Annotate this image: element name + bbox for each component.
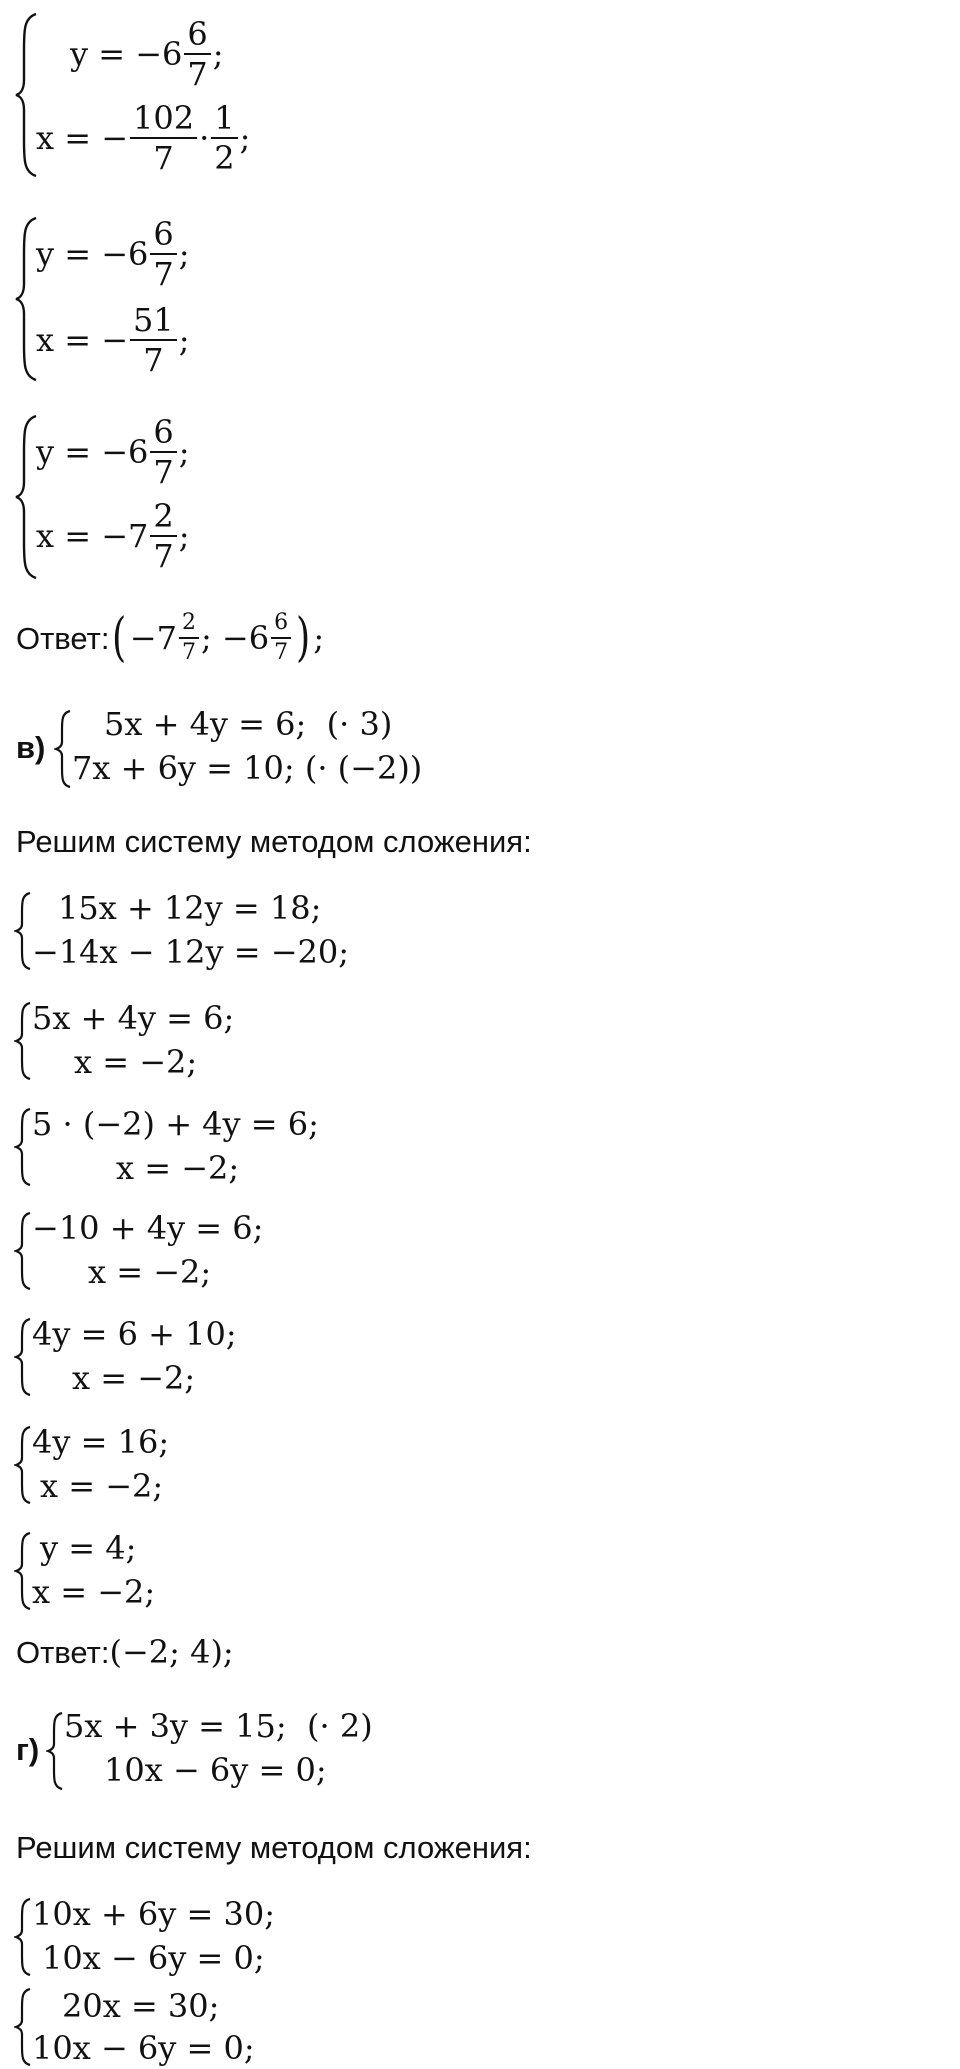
equation-line: y = −6 $\frac{6}{7}$ ;: [70, 15, 224, 93]
fraction: $\frac{1}{2}$: [211, 102, 237, 174]
equation-line: 20x = 30;: [62, 1987, 220, 2025]
equation-line: x = −2;: [40, 1467, 164, 1505]
equation-line: x = −2;: [116, 1149, 240, 1187]
equation-line: x = − $\frac{102}{7}$ · $\frac{1}{2}$ ;: [36, 99, 251, 177]
equation-line: 4y = 16;: [32, 1423, 170, 1461]
equation-line: x = −7 $\frac{2}{7}$ ;: [36, 497, 190, 575]
instruction-text: Решим систему методом сложения:: [16, 824, 532, 859]
equation-line: y = −6 $\frac{6}{7}$ ;: [36, 413, 190, 491]
equation-line: 5x + 3y = 15; (· 2): [64, 1707, 373, 1745]
system-brace: [14, 1986, 32, 2068]
equation-line: x = −2;: [32, 1573, 156, 1611]
part-label: г): [16, 1732, 40, 1767]
system-brace: [14, 1210, 32, 1292]
fraction: $\frac{2}{7}$: [179, 612, 199, 664]
answer-value: (−2; 4);: [109, 1633, 234, 1671]
instruction-text: Решим систему методом сложения:: [16, 1830, 532, 1865]
system-brace: [14, 1896, 32, 1978]
system-brace: [14, 890, 32, 972]
equation-line: 10x + 6y = 30;: [32, 1895, 276, 1933]
answer-label: Ответ:: [16, 1634, 110, 1670]
equation-line: −10 + 4y = 6;: [32, 1209, 264, 1247]
fraction: $\frac{6}{7}$: [184, 18, 210, 90]
fraction: $\frac{2}{7}$: [150, 500, 176, 572]
system-brace: [14, 1316, 32, 1398]
fraction: $\frac{6}{7}$: [271, 612, 291, 664]
part-label: в): [16, 730, 46, 765]
equation-line: −14x − 12y = −20;: [32, 933, 349, 971]
answer-line: [16, 1633, 234, 1671]
equation-line: x = −2;: [72, 1359, 196, 1397]
equation-line: 7x + 6y = 10; (· (−2)): [72, 749, 423, 787]
equation-line: 10x − 6y = 0;: [32, 2029, 255, 2067]
fraction: $\frac{6}{7}$: [150, 218, 176, 290]
equation-line: 15x + 12y = 18;: [58, 889, 322, 927]
equation-line: 5 · (−2) + 4y = 6;: [32, 1105, 319, 1143]
equation-line: 5x + 4y = 6;: [32, 999, 235, 1037]
equation-line: x = − $\frac{51}{7}$ ;: [36, 301, 190, 379]
system-brace: [14, 1106, 32, 1188]
fraction: $\frac{51}{7}$: [130, 304, 177, 376]
equation-line: 10x − 6y = 0;: [42, 1939, 265, 1977]
equation-line: x = −2;: [74, 1043, 198, 1081]
system-brace: [46, 1710, 64, 1792]
system-brace: [14, 1530, 32, 1612]
equation-line: y = 4;: [40, 1529, 137, 1567]
system-brace: [54, 708, 72, 790]
fraction: $\frac{6}{7}$: [150, 416, 176, 488]
equation-line: 5x + 4y = 6; (· 3): [104, 705, 393, 743]
answer-label: Ответ:: [16, 620, 110, 656]
fraction: $\frac{102}{7}$: [130, 102, 197, 174]
system-brace: [14, 1000, 32, 1082]
equation-line: 10x − 6y = 0;: [104, 1751, 327, 1789]
system-brace: [14, 1424, 32, 1506]
equation-line: 4y = 6 + 10;: [32, 1315, 237, 1353]
equation-line: x = −2;: [88, 1253, 212, 1291]
answer-line: Ответ: ( −7 $\frac{2}{7}$ ; −6 $\frac{6}{7}$ ) ;: [16, 608, 325, 668]
equation-line: y = −6 $\frac{6}{7}$ ;: [36, 215, 190, 293]
